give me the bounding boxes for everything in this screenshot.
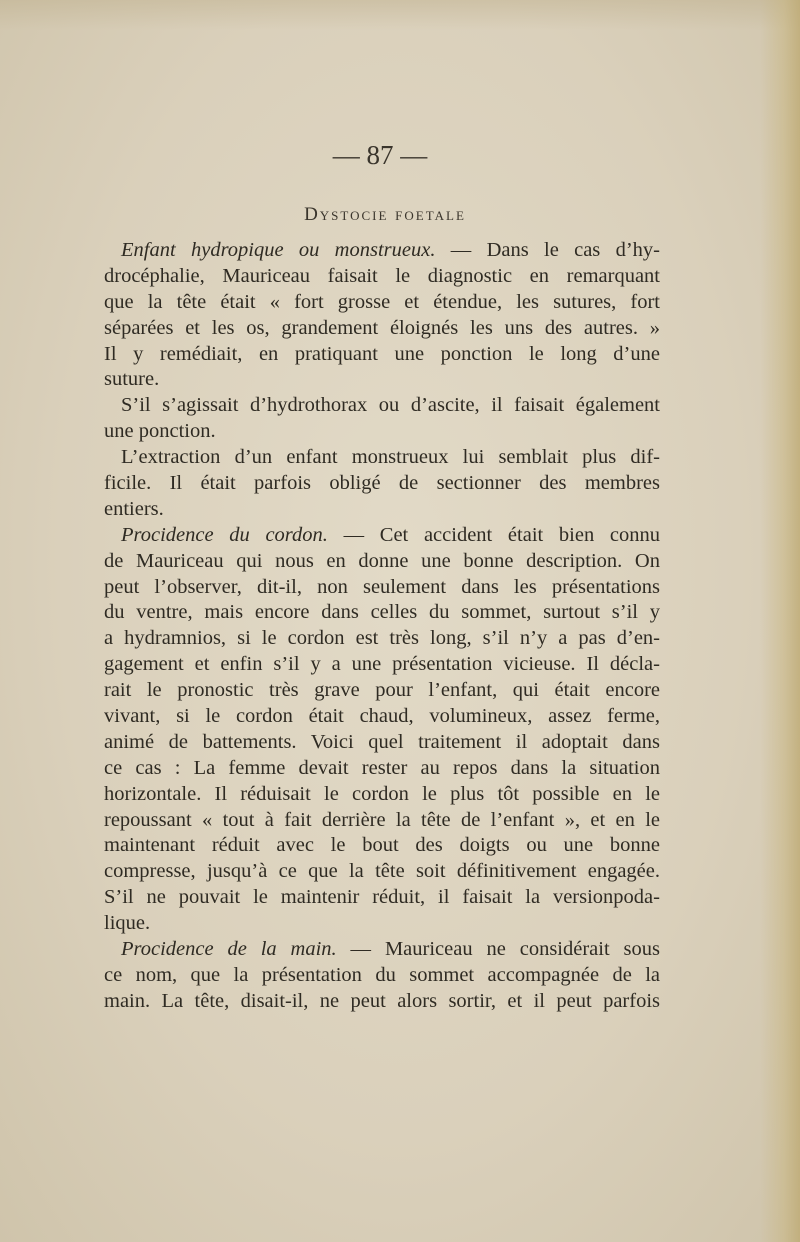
text-line: du ventre, mais encore dans celles du sommet, surtout s’il y bbox=[104, 601, 660, 624]
text-line: de Mauriceau qui nous en donne une bonne description. On bbox=[104, 549, 660, 572]
text-line: repoussant « tout à fait derrière la tête de l’enfant », et en le bbox=[104, 808, 660, 831]
text-line: lique. bbox=[104, 912, 151, 935]
text-line bbox=[104, 238, 660, 264]
body-text bbox=[104, 238, 660, 1015]
text-line: drocéphalie, Mauriceau faisait le diagnostic en remarquant bbox=[104, 264, 660, 287]
page-number: — 87 — bbox=[332, 140, 428, 170]
text-line: une ponction. bbox=[104, 420, 216, 443]
text-line: S’il ne pouvait le maintenir réduit, il faisait la versionpoda- bbox=[104, 886, 660, 909]
text-line: entiers. bbox=[104, 497, 164, 520]
text-line: ficile. Il était parfois obligé de sectionner des membres bbox=[104, 472, 660, 495]
text-line bbox=[104, 523, 660, 549]
text-line: suture. bbox=[104, 368, 160, 391]
text-line: animé de battements. Voici quel traitement il adoptait dans bbox=[104, 730, 660, 753]
text-line: séparées et les os, grandement éloignés les uns des autres. » bbox=[104, 316, 660, 339]
section-title: Dystocie foetale bbox=[304, 204, 466, 225]
text-line: peut l’observer, dit-il, non seulement dans les présentations bbox=[104, 575, 660, 598]
text-line: ce nom, que la présentation du sommet accompagnée de la bbox=[104, 963, 660, 986]
line-text: — Cet accident était bien connu bbox=[327, 523, 660, 546]
text-line: vivant, si le cordon était chaud, volumineux, assez ferme, bbox=[104, 705, 660, 728]
text-line: gagement et enfin s’il y a une présentation vicieuse. Il décla- bbox=[104, 653, 660, 676]
line-text: — Dans le cas d’hy- bbox=[435, 239, 660, 261]
italic-heading: Procidence de la main. bbox=[121, 938, 337, 961]
text-line: ce cas : La femme devait rester au repos dans la situation bbox=[104, 756, 660, 779]
text-line: horizontale. Il réduisait le cordon le plus tôt possible en le bbox=[104, 782, 660, 805]
page-edge-shadow-top bbox=[0, 0, 800, 30]
line-text: — Mauriceau ne considérait sous bbox=[336, 938, 661, 961]
text-line: main. La tête, disait-il, ne peut alors sortir, et il peut parfois bbox=[104, 989, 660, 1012]
italic-heading: Enfant hydropique ou monstrueux. bbox=[121, 239, 436, 261]
text-line: S’il s’agissait d’hydrothorax ou d’ascite, il faisait également bbox=[121, 394, 660, 417]
text-line: que la tête était « fort grosse et étendue, les sutures, fort bbox=[104, 290, 660, 313]
italic-heading: Procidence du cordon. bbox=[121, 523, 328, 546]
text-line: maintenant réduit avec le bout des doigts ou une bonne bbox=[104, 834, 660, 857]
text-line: rait le pronostic très grave pour l’enfant, qui était encore bbox=[104, 679, 660, 702]
text-line: a hydramnios, si le cordon est très long, s’il n’y a pas d’en- bbox=[104, 627, 660, 650]
text-line bbox=[104, 937, 660, 963]
text-line: L’extraction d’un enfant monstrueux lui semblait plus dif- bbox=[121, 446, 660, 469]
text-line: Il y remédiait, en pratiquant une ponction le long d’une bbox=[104, 342, 660, 365]
text-line: compresse, jusqu’à ce que la tête soit définitivement engagée. bbox=[104, 860, 660, 883]
page-edge-shadow-right bbox=[760, 0, 800, 1242]
